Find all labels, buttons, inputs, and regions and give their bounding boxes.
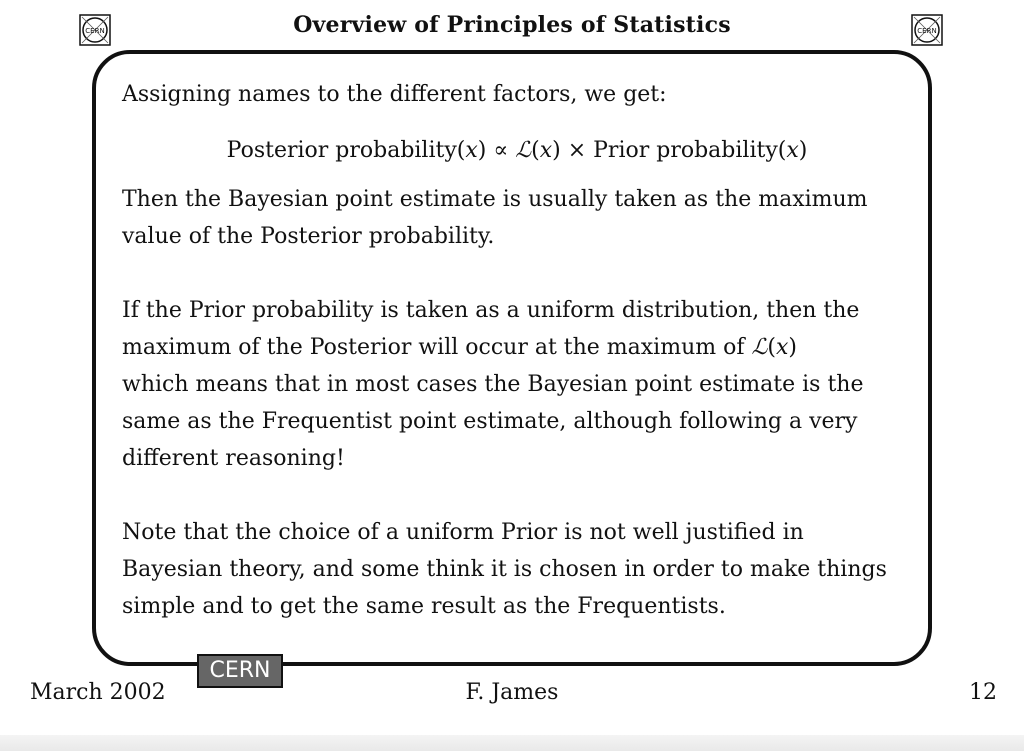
svg-text:CERN: CERN	[85, 27, 105, 35]
cern-logo-right-icon	[911, 14, 943, 46]
bottom-band	[0, 735, 1024, 751]
footer-date: March 2002	[30, 680, 166, 705]
svg-text:CERN: CERN	[917, 27, 937, 35]
cern-badge: CERN	[197, 654, 283, 688]
bayesian-estimate-paragraph: Then the Bayesian point estimate is usually taken as the maximum value of the Posterior probability.	[122, 187, 868, 249]
intro-paragraph: Assigning names to the different factors, we get:	[122, 82, 667, 107]
slide-content	[122, 76, 912, 625]
page-title: Overview of Principles of Statistics	[293, 12, 731, 38]
uniform-prior-paragraph: If the Prior probability is taken as a uniform distribution, then the maximum of the Posterior will occur at the maximum of ℒ(x) which means that in most cases the Bayesian point estimate is the same as the Frequentist point estimate, although following a very different reasoning!	[122, 298, 864, 471]
note-paragraph: Note that the choice of a uniform Prior is not well justified in Bayesian theory, and some think it is chosen in order to make things simple and to get the same result as the Frequentists.	[122, 520, 887, 619]
footer-author: F. James	[465, 680, 559, 705]
posterior-formula: Posterior probability(x) ∝ ℒ(x) × Prior probability(x)	[226, 138, 808, 163]
page-number: 12	[969, 680, 997, 705]
